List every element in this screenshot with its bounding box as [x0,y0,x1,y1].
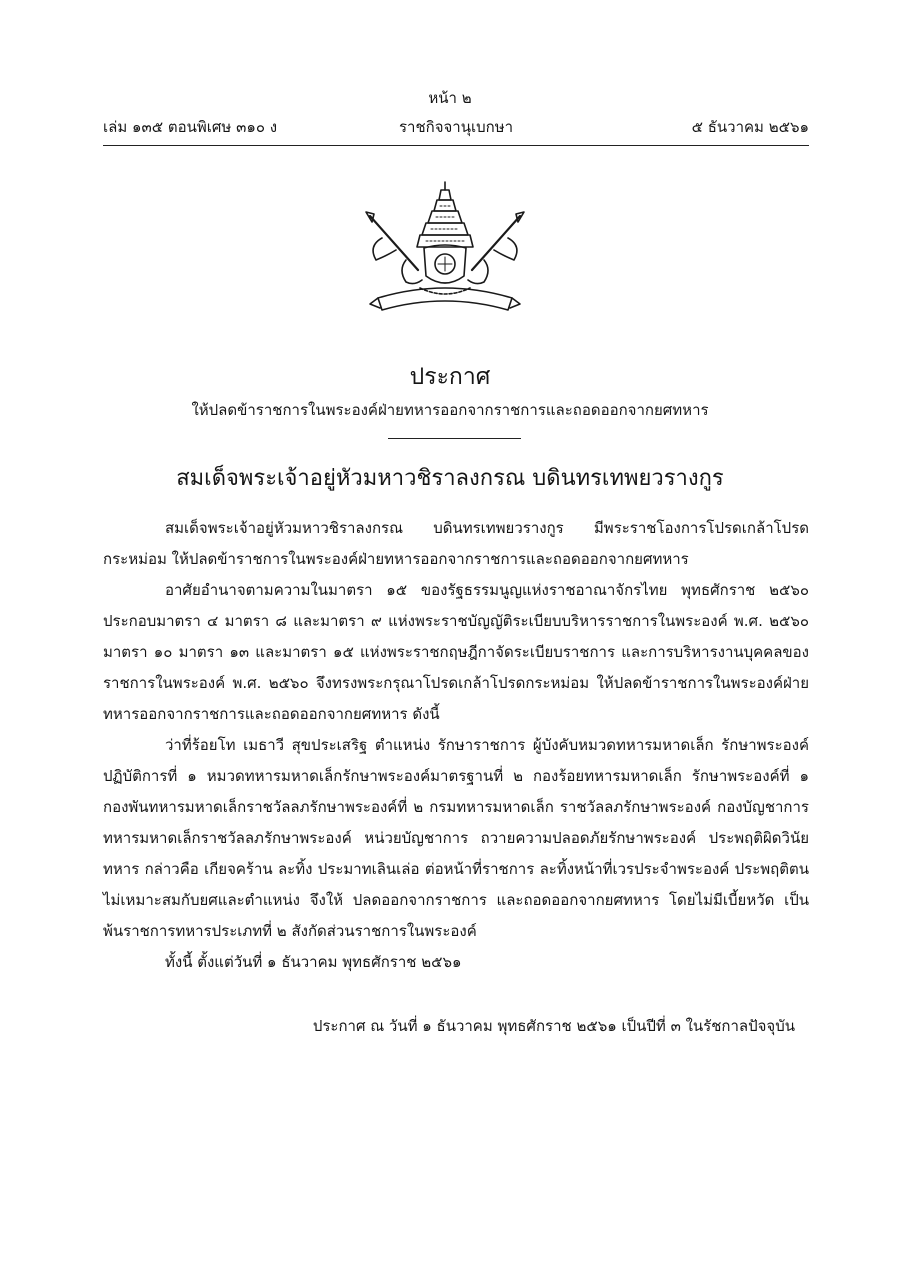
closing-statement: ประกาศ ณ วันที่ ๑ ธันวาคม พุทธศักราช ๒๕๖๑ เป็นปีที่ ๓ ในรัชกาลปัจจุบัน [312,1017,795,1035]
issue-date: ๕ ธันวาคม ๒๕๖๑ [691,118,809,136]
body-paragraph-2: อาศัยอำนาจตามความในมาตรา ๑๕ ของรัฐธรรมนูญแห่งราชอาณาจักรไทย พุทธศักราช ๒๕๖๐ ประกอบมาตรา ๔ มาตรา ๘ และมาตรา ๙ แห่งพระราชบัญญัติระเบียบบริหารราชการในพระองค์ พ.ศ. ๒๕๖๐ มาตรา ๑๐ มาตรา ๑๓ และมาตรา ๑๕ แห่งพระราชกฤษฎีกาจัดระเบียบราชการ และการบริหารงานบุคคลของราชการในพระองค์ พ.ศ. ๒๕๖๐ จึงทรงพระกรุณาโปรดเกล้าโปรดกระหม่อม ให้ปลดข้าราชการในพระองค์ฝ่ายทหารออกจากราชการและถอดออกจากยศทหาร ดังนี้ [103,581,809,723]
gazette-header [103,117,809,141]
body-paragraph-1: สมเด็จพระเจ้าอยู่หัวมหาวชิราลงกรณ บดินทรเทพยวรางกูร มีพระราชโองการโปรดเกล้าโปรดกระหม่อม ให้ปลดข้าราชการในพระองค์ฝ่ายทหารออกจากราชการและถอดออกจากยศทหาร [103,519,809,568]
gazette-name: ราชกิจจานุเบกษา [398,118,514,136]
announcement-title: ประกาศ [409,364,491,390]
body-paragraph-3: ว่าที่ร้อยโท เมธาวี สุขประเสริฐ ตำแหน่ง รักษาราชการ ผู้บังคับหมวดทหารมหาดเล็ก รักษาพระองค์ปฏิบัติการที่ ๑ หมวดทหารมหาดเล็กรักษาพระองค์มาตรฐานที่ ๒ กองร้อยทหารมหาดเล็ก รักษาพระองค์ที่ ๑ กองพันทหารมหาดเล็กราชวัลลภรักษาพระองค์ที่ ๒ กรมทหารมหาดเล็ก ราชวัลลภรักษาพระองค์ กองบัญชาการทหารมหาดเล็กราชวัลลภรักษาพระองค์ หน่วยบัญชาการ ถวายความปลอดภัยรักษาพระองค์ ประพฤติผิดวินัยทหาร กล่าวคือ เกียจคร้าน ละทิ้ง ประมาทเลินเล่อ ต่อหน้าที่ราชการ ละทิ้งหน้าที่เวรประจำพระองค์ ประพฤติตนไม่เหมาะสมกับยศและตำแหน่ง จึงให้ ปลดออกจากราชการ และถอดออกจากยศทหาร โดยไม่มีเบี้ยหวัด เป็น พ้นราชการทหารประเภทที่ ๒ สังกัดส่วนราชการในพระองค์ [103,736,809,940]
announcement-body [103,513,809,978]
volume-info: เล่ม ๑๓๕ ตอนพิเศษ ๓๑๐ ง [103,118,278,136]
header-divider [103,145,809,146]
body-paragraph-4: ทั้งนี้ ตั้งแต่วันที่ ๑ ธันวาคม พุทธศักราช ๒๕๖๑ [165,953,462,971]
announcement-subtitle: ให้ปลดข้าราชการในพระองค์ฝ่ายทหารออกจากราชการและถอดออกจากยศทหาร [191,401,709,419]
king-name: สมเด็จพระเจ้าอยู่หัวมหาวชิราลงกรณ บดินทรเทพยวรางกูร [176,466,724,491]
royal-seal-emblem-icon [360,178,530,323]
page-number: หน้า ๒ [428,89,472,107]
title-divider [388,438,521,439]
